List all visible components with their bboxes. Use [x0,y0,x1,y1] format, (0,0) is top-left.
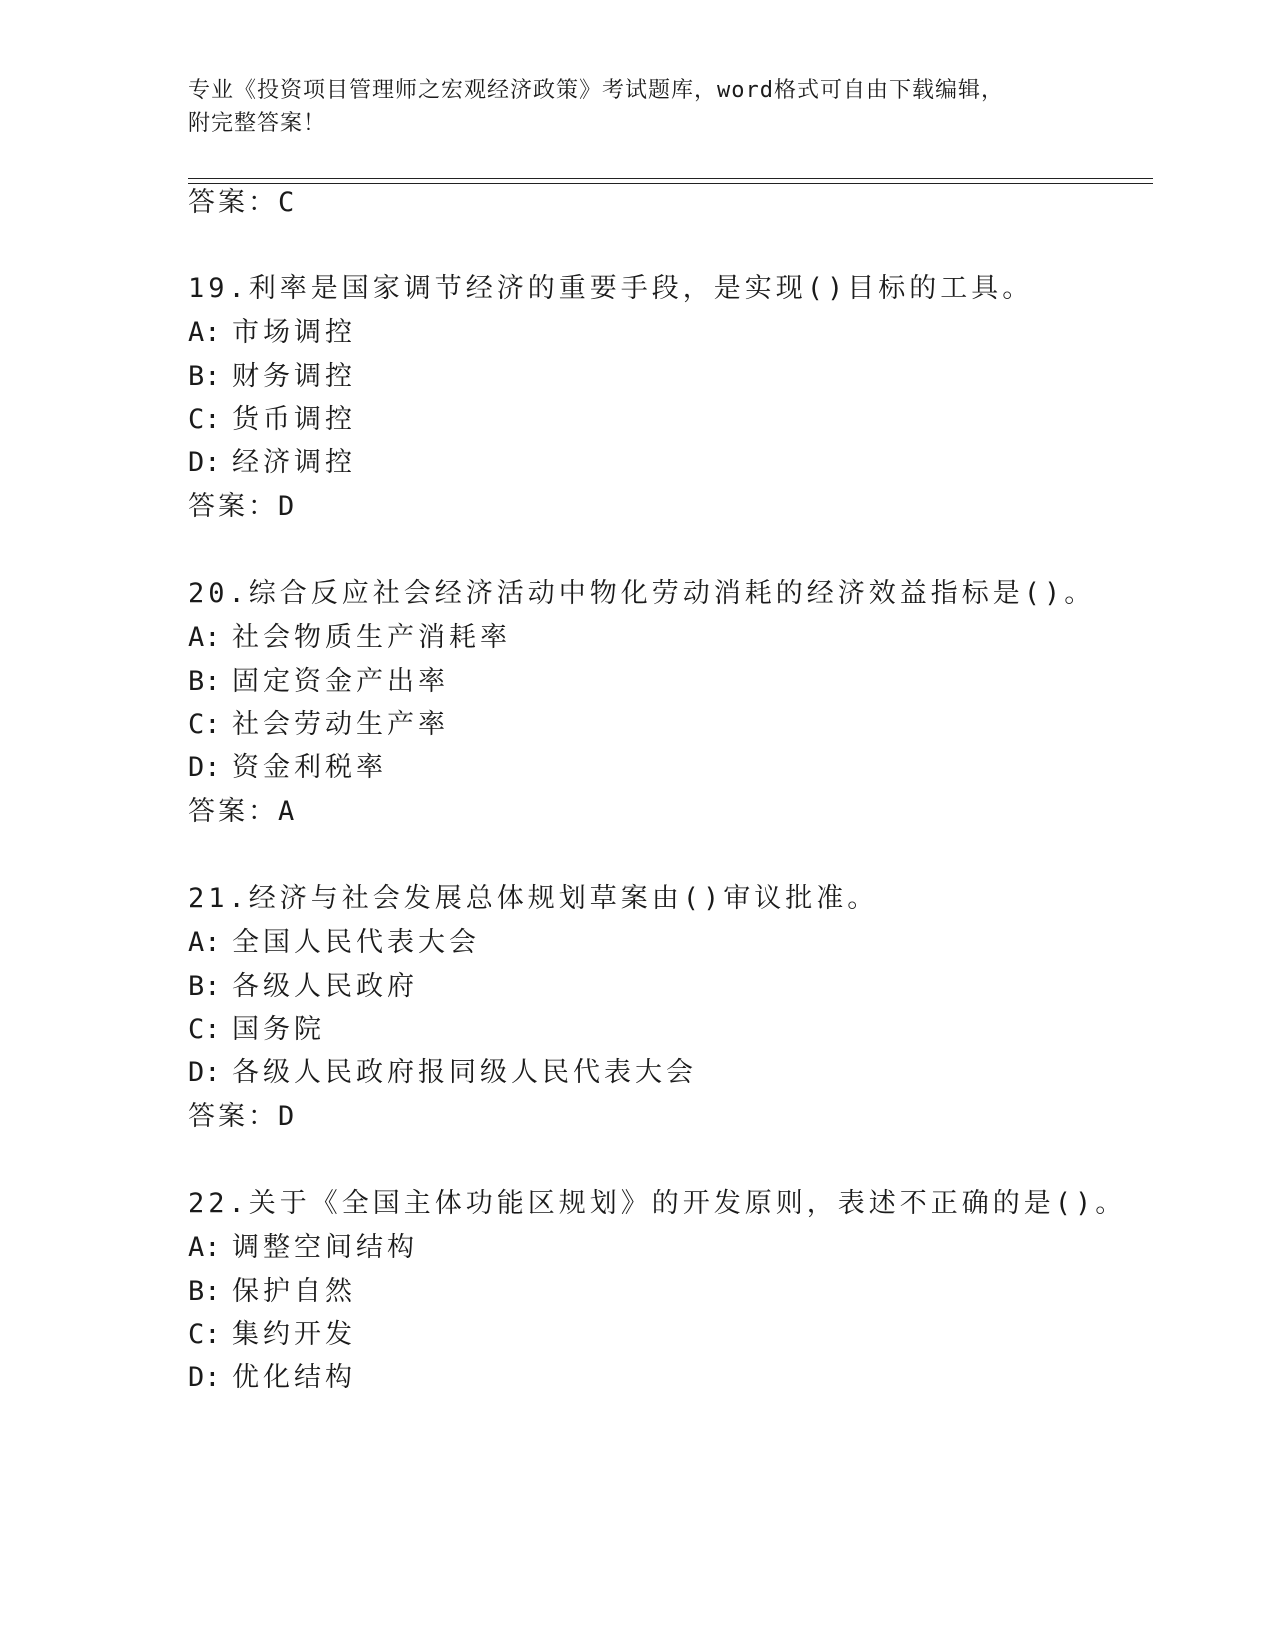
option-key: C: [188,1319,221,1350]
option-key: C: [188,404,221,435]
option-a [188,926,480,960]
option-key: B: [188,971,221,1002]
header-divider-bottom [188,183,1153,184]
option-c [188,1318,356,1352]
option-text: 各级人民政府 [232,971,418,1002]
answer-value: C [278,187,295,218]
option-b [188,665,449,699]
option-a [188,316,356,350]
option-b [188,360,356,394]
option-b [188,970,418,1004]
option-d [188,446,356,480]
question-stem: 22.关于《全国主体功能区规划》的开发原则，表述不正确的是()。 [188,1188,1127,1219]
option-key: D: [188,1362,221,1393]
answer-label: 答案： [188,1101,278,1132]
option-text: 经济调控 [232,447,356,478]
option-key: A: [188,1232,221,1263]
option-d [188,1056,697,1090]
option-d [188,1361,356,1395]
option-text: 货币调控 [232,404,356,435]
header-line-1: 专业《投资项目管理师之宏观经济政策》考试题库，word格式可自由下载编辑， [188,78,1004,103]
option-text: 市场调控 [232,317,356,348]
answer-line [188,490,294,524]
option-text: 全国人民代表大会 [232,927,480,958]
answer-value: D [278,1101,295,1132]
option-text: 集约开发 [232,1319,356,1350]
option-text: 调整空间结构 [232,1232,418,1263]
option-key: D: [188,1057,221,1088]
option-a [188,621,511,655]
answer-value: A [278,796,295,827]
answer-label: 答案： [188,491,278,522]
option-text: 各级人民政府报同级人民代表大会 [232,1057,697,1088]
answer-value: D [278,491,295,522]
option-c [188,708,449,742]
question-stem: 20.综合反应社会经济活动中物化劳动消耗的经济效益指标是()。 [188,578,1096,609]
option-key: A: [188,927,221,958]
answer-label: 答案： [188,796,278,827]
question-stem: 21.经济与社会发展总体规划草案由()审议批准。 [188,883,879,914]
option-text: 财务调控 [232,361,356,392]
document-header [188,74,1088,140]
option-text: 国务院 [232,1014,325,1045]
option-key: B: [188,361,221,392]
option-text: 资金利税率 [232,752,387,783]
answer-line [188,1100,294,1134]
option-text: 优化结构 [232,1362,356,1393]
option-c [188,1013,325,1047]
option-key: B: [188,1276,221,1307]
option-key: B: [188,666,221,697]
option-key: D: [188,752,221,783]
option-text: 社会劳动生产率 [232,709,449,740]
option-text: 固定资金产出率 [232,666,449,697]
option-key: A: [188,622,221,653]
option-key: A: [188,317,221,348]
header-divider-top [188,178,1153,179]
option-key: D: [188,447,221,478]
option-key: C: [188,1014,221,1045]
option-text: 保护自然 [232,1276,356,1307]
answer-label: 答案： [188,187,278,218]
option-key: C: [188,709,221,740]
option-text: 社会物质生产消耗率 [232,622,511,653]
option-b [188,1275,356,1309]
answer-line [188,795,294,829]
answer-line [188,186,294,220]
option-a [188,1231,418,1265]
option-d [188,751,387,785]
header-line-2: 附完整答案！ [188,111,327,136]
question-stem: 19.利率是国家调节经济的重要手段，是实现()目标的工具。 [188,273,1034,304]
option-c [188,403,356,437]
